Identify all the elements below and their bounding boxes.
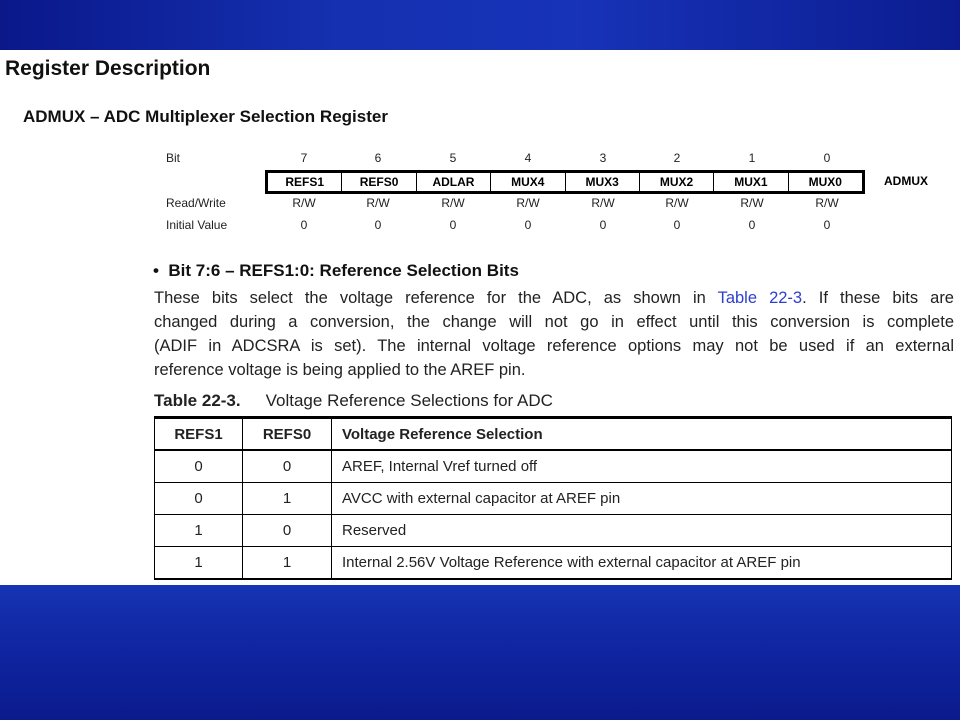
paragraph-line: changed during a conversion, the change will not go in effect until this conversion is complete xyxy=(154,313,954,331)
initial-value: 0 xyxy=(374,218,382,232)
rw-value: R/W xyxy=(441,196,465,210)
bit-field: MUX0 xyxy=(808,175,842,189)
paragraph-line xyxy=(154,286,954,310)
bit-number: 7 xyxy=(300,151,308,165)
initial-value: 0 xyxy=(599,218,607,232)
table-cell: AREF, Internal Vref turned off xyxy=(332,450,952,483)
bullet-icon: • xyxy=(153,261,169,280)
table-cell: 1 xyxy=(243,547,332,580)
initial-value: 0 xyxy=(673,218,681,232)
initial-value: 0 xyxy=(748,218,756,232)
bit-number: 3 xyxy=(599,151,607,165)
table-row xyxy=(155,547,952,580)
table-row xyxy=(155,450,952,483)
table-cell: 0 xyxy=(243,450,332,483)
document-page xyxy=(0,50,960,585)
table-caption-number: Table 22-3. xyxy=(154,391,241,410)
bit-field: ADLAR xyxy=(417,173,491,191)
slide-bottom-band xyxy=(0,585,960,720)
table-header-cell: Voltage Reference Selection xyxy=(332,418,952,451)
table-header-cell: REFS1 xyxy=(155,418,243,451)
table-caption-title: Voltage Reference Selections for ADC xyxy=(265,391,553,410)
table-cell: 1 xyxy=(155,515,243,547)
bit-number: 6 xyxy=(374,151,382,165)
initial-value-row-label: Initial Value xyxy=(166,218,228,232)
table-cell: 1 xyxy=(155,547,243,580)
register-title: ADMUX – ADC Multiplexer Selection Register xyxy=(23,107,388,126)
table-row xyxy=(155,483,952,515)
bullet-title-text: Bit 7:6 – REFS1:0: Reference Selection Bits xyxy=(168,261,519,280)
initial-value: 0 xyxy=(449,218,457,232)
table-cell: 0 xyxy=(155,483,243,515)
rw-value: R/W xyxy=(366,196,390,210)
bit-description-heading xyxy=(153,261,519,281)
table-cell: Internal 2.56V Voltage Reference with external capacitor at AREF pin xyxy=(332,547,952,580)
table-row xyxy=(155,515,952,547)
voltage-reference-table xyxy=(154,416,952,580)
rw-value: R/W xyxy=(665,196,689,210)
bit-number: 2 xyxy=(673,151,681,165)
rw-value: R/W xyxy=(815,196,839,210)
rw-value: R/W xyxy=(516,196,540,210)
rw-value: R/W xyxy=(292,196,316,210)
bit-field: MUX1 xyxy=(714,173,788,191)
bit-row-label: Bit xyxy=(166,151,181,165)
bit-field: REFS0 xyxy=(342,173,416,191)
paragraph-line: reference voltage is being applied to the AREF pin. xyxy=(154,361,526,379)
table-cell: 1 xyxy=(243,483,332,515)
table-caption xyxy=(154,391,553,411)
initial-value: 0 xyxy=(823,218,831,232)
read-write-row-label: Read/Write xyxy=(166,196,226,210)
bit-number: 5 xyxy=(449,151,457,165)
paragraph-line: (ADIF in ADCSRA is set). The internal voltage reference options may not be used if an external xyxy=(154,337,954,355)
rw-value: R/W xyxy=(740,196,764,210)
bit-number: 0 xyxy=(823,151,831,165)
initial-value: 0 xyxy=(524,218,532,232)
rw-value: R/W xyxy=(591,196,615,210)
table-header-row xyxy=(155,418,952,451)
bit-field: MUX3 xyxy=(566,173,640,191)
section-title: Register Description xyxy=(5,57,211,80)
paragraph-text: . If these bits are xyxy=(802,289,954,307)
register-bit-fields xyxy=(265,170,865,194)
table-cell: Reserved xyxy=(332,515,952,547)
table-reference-link[interactable]: Table 22-3 xyxy=(717,289,803,307)
register-name: ADMUX xyxy=(884,174,928,188)
bit-field: MUX2 xyxy=(640,173,714,191)
initial-value: 0 xyxy=(300,218,308,232)
bit-field: REFS1 xyxy=(268,173,342,191)
bit-number: 1 xyxy=(748,151,756,165)
bit-number: 4 xyxy=(524,151,532,165)
table-cell: 0 xyxy=(155,450,243,483)
paragraph-text: These bits select the voltage reference for the ADC, as shown in xyxy=(154,289,718,307)
table-cell: AVCC with external capacitor at AREF pin xyxy=(332,483,952,515)
table-cell: 0 xyxy=(243,515,332,547)
slide-top-band xyxy=(0,0,960,50)
description-paragraph xyxy=(154,286,954,382)
table-header-cell: REFS0 xyxy=(243,418,332,451)
bit-field: MUX4 xyxy=(491,173,565,191)
